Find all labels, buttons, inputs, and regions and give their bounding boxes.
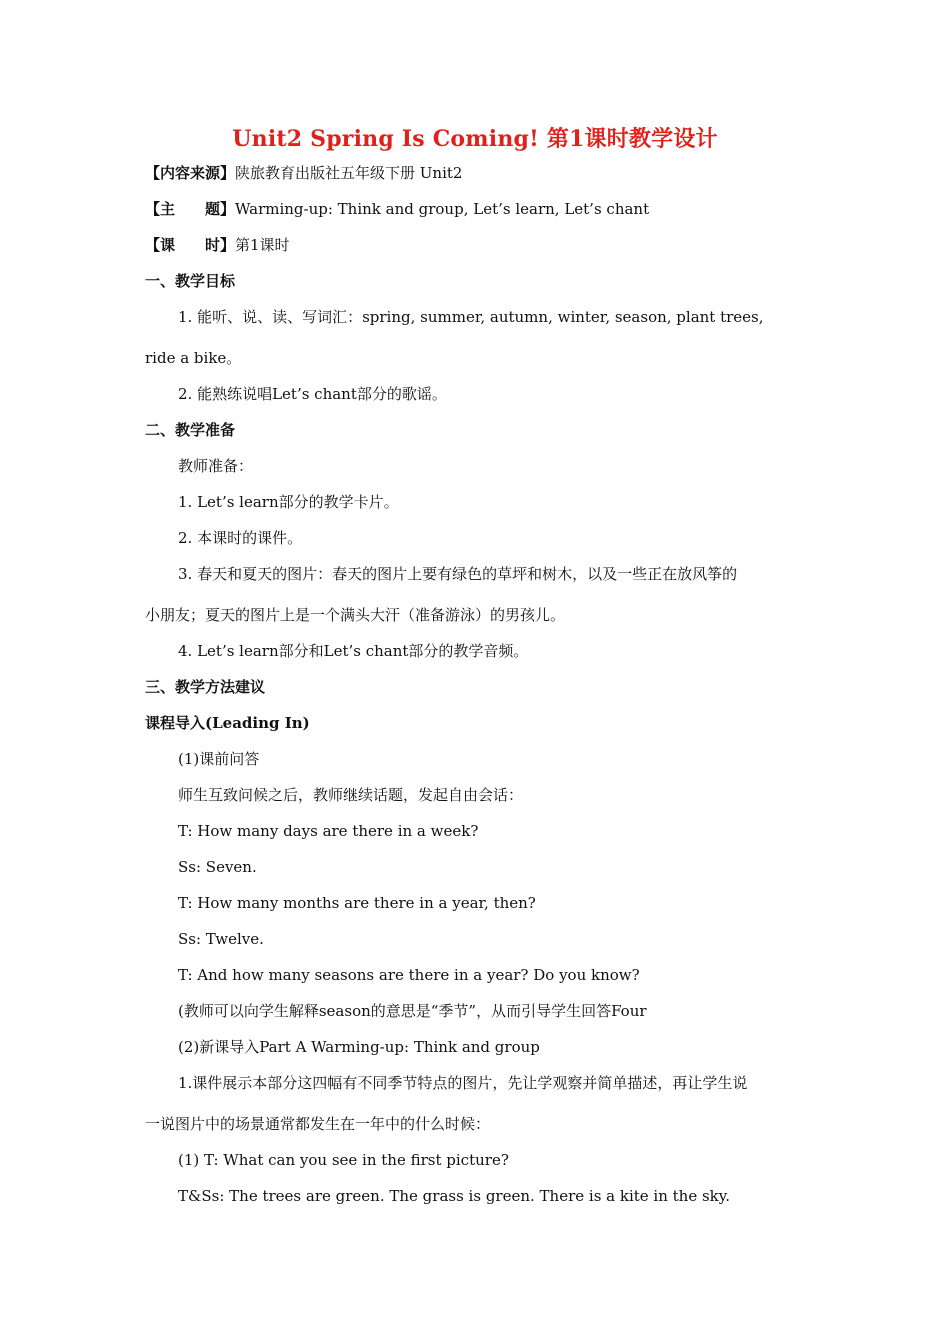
dialogue-line: T: How many days are there in a week?: [178, 822, 479, 840]
source-label: 【内容来源】: [145, 164, 236, 182]
goal-2: 2. 能熟练说唱Let’s chant部分的歌谣。: [178, 385, 447, 403]
period-value: 第1课时: [235, 236, 290, 254]
step-1-desc: 师生互致问候之后，教师继续话题，发起自由会话：: [178, 786, 524, 804]
dialogue-line: T: And how many seasons are there in a year? Do you know?: [178, 966, 640, 984]
dialogue-line: Ss: Twelve.: [178, 930, 264, 948]
source-row: [145, 163, 462, 183]
teacher-note: (教师可以向学生解释season的意思是“季节”，从而引导学生回答Four: [178, 1002, 647, 1020]
period-label: 【课 时】: [145, 236, 236, 254]
prep-heading: 二、教学准备: [145, 421, 236, 439]
step-2-item-1-line-1: 1.课件展示本部分这四幅有不同季节特点的图片，先让学观察并简单描述，再让学生说: [178, 1074, 748, 1092]
document-title: Unit2 Spring Is Coming! 第1课时教学设计: [232, 126, 718, 152]
period-row: [145, 235, 290, 255]
step-2-item-1-line-2: 一说图片中的场景通常都发生在一年中的什么时候：: [145, 1115, 491, 1133]
step-1: (1)课前问答: [178, 750, 260, 768]
goal-1-line-2: ride a bike。: [145, 349, 242, 367]
topic-label: 【主 题】: [145, 200, 236, 218]
question-1: (1) T: What can you see in the first picture?: [178, 1151, 509, 1169]
topic-value: Warming-up: Think and group, Let’s learn, Let’s chant: [235, 200, 650, 218]
prep-intro: 教师准备：: [178, 457, 254, 475]
dialogue-line: T: How many months are there in a year, then?: [178, 894, 536, 912]
answer-1: T&Ss: The trees are green. The grass is green. There is a kite in the sky.: [178, 1187, 731, 1205]
prep-item-3-line-2: 小朋友；夏天的图片上是一个满头大汗（准备游泳）的男孩儿。: [145, 606, 566, 624]
prep-item-2: 2. 本课时的课件。: [178, 529, 303, 547]
topic-row: [145, 199, 649, 219]
goals-heading: 一、教学目标: [145, 272, 236, 290]
leadin-heading: 课程导入(Leading In): [145, 714, 310, 732]
step-2: (2)新课导入Part A Warming-up: Think and group: [178, 1038, 540, 1056]
prep-item-4: 4. Let’s learn部分和Let’s chant部分的教学音频。: [178, 642, 529, 660]
method-heading: 三、教学方法建议: [145, 678, 266, 696]
dialogue-line: Ss: Seven.: [178, 858, 257, 876]
prep-item-1: 1. Let’s learn部分的教学卡片。: [178, 493, 399, 511]
prep-item-3-line-1: 3. 春天和夏天的图片：春天的图片上要有绿色的草坪和树木，以及一些正在放风筝的: [178, 565, 738, 583]
goal-1-line-1: 1. 能听、说、读、写词汇：spring, summer, autumn, winter, season, plant trees,: [178, 308, 764, 326]
source-value: 陕旅教育出版社五年级下册 Unit2: [235, 164, 463, 182]
